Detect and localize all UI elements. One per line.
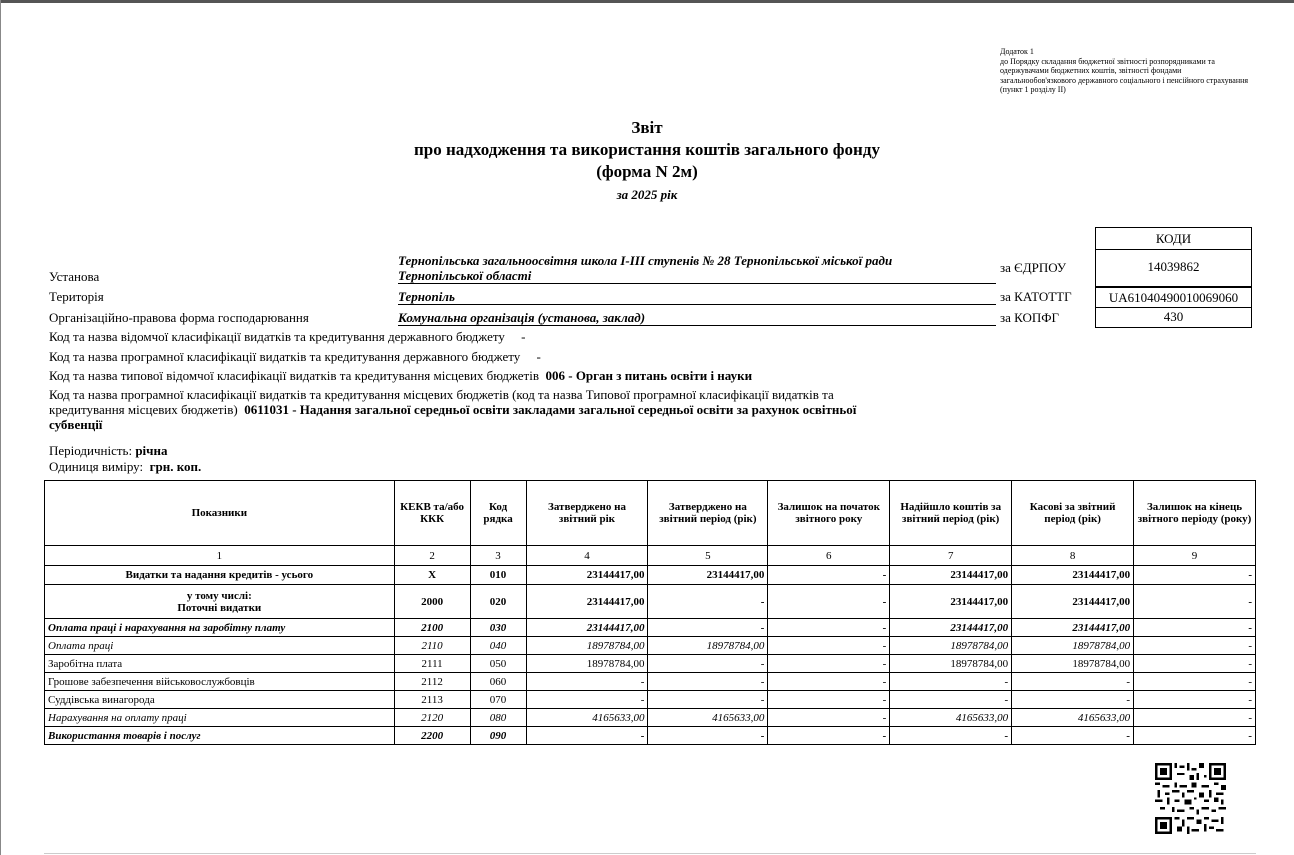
row-c7: 23144417,00 bbox=[890, 566, 1012, 585]
row-c4: 4165633,00 bbox=[526, 709, 648, 727]
report-title: Звіт bbox=[631, 118, 663, 137]
row-c5: - bbox=[648, 585, 768, 619]
classif-line-3 bbox=[49, 368, 752, 384]
institution-label: Установа bbox=[49, 269, 100, 284]
table-row bbox=[45, 673, 1256, 691]
row-c6: - bbox=[768, 709, 890, 727]
institution-value-line-1: Тернопільська загальноосвітня школа І-ІІІ ступенів № 28 Тернопільської міської ради bbox=[398, 253, 893, 268]
row-code: 010 bbox=[470, 566, 526, 585]
row-name: Заробітна плата bbox=[45, 655, 395, 673]
row-c5: - bbox=[648, 655, 768, 673]
col-number: 7 bbox=[890, 546, 1012, 566]
classif-line-1 bbox=[49, 329, 525, 345]
row-c4: 18978784,00 bbox=[526, 637, 648, 655]
row-c7: 23144417,00 bbox=[890, 585, 1012, 619]
appendix-line-3: (пункт 1 розділу ІІ) bbox=[1000, 85, 1066, 94]
row-c4: 18978784,00 bbox=[526, 655, 648, 673]
row-c9: - bbox=[1134, 637, 1256, 655]
header-row-code: Код рядка bbox=[470, 481, 526, 546]
column-numbers-row bbox=[45, 546, 1256, 566]
header-approved-period: Затверджено на звітний період (рік) bbox=[648, 481, 768, 546]
row-c9: - bbox=[1134, 585, 1256, 619]
row-kekv: 2110 bbox=[394, 637, 470, 655]
row-c6: - bbox=[768, 691, 890, 709]
row-c9: - bbox=[1134, 691, 1256, 709]
row-c9: - bbox=[1134, 655, 1256, 673]
header-approved-year: Затверджено на звітний рік bbox=[526, 481, 648, 546]
row-c9: - bbox=[1134, 566, 1256, 585]
qr-code-icon bbox=[1155, 763, 1226, 834]
header-indicators: Показники bbox=[45, 481, 395, 546]
row-name bbox=[45, 585, 395, 619]
edrpou-code: 14039862 bbox=[1095, 249, 1252, 287]
row-c8: 23144417,00 bbox=[1012, 619, 1134, 637]
row-kekv: 2113 bbox=[394, 691, 470, 709]
table-row bbox=[45, 619, 1256, 637]
row-c8: 18978784,00 bbox=[1012, 655, 1134, 673]
col-number: 2 bbox=[394, 546, 470, 566]
row-c7: 18978784,00 bbox=[890, 655, 1012, 673]
table-row bbox=[45, 655, 1256, 673]
edrpou-label: за ЄДРПОУ bbox=[1000, 260, 1067, 275]
periodicity-value: річна bbox=[135, 443, 168, 458]
row-c7: - bbox=[890, 673, 1012, 691]
appendix-note bbox=[1000, 47, 1250, 95]
row-c7: 4165633,00 bbox=[890, 709, 1012, 727]
row-c4: - bbox=[526, 691, 648, 709]
row-c7: - bbox=[890, 727, 1012, 745]
row-kekv: 2112 bbox=[394, 673, 470, 691]
row-c5: - bbox=[648, 691, 768, 709]
unit-label: Одиниця виміру: bbox=[49, 459, 144, 474]
row-code: 070 bbox=[470, 691, 526, 709]
report-period: за 2025 рік bbox=[616, 187, 678, 202]
row-name: Оплата праці bbox=[45, 637, 395, 655]
classif-line-2 bbox=[49, 349, 541, 365]
row-c8: 23144417,00 bbox=[1012, 585, 1134, 619]
row-name: Використання товарів і послуг bbox=[45, 727, 395, 745]
row-c4: 23144417,00 bbox=[526, 566, 648, 585]
row-code: 040 bbox=[470, 637, 526, 655]
classif-line-4 bbox=[49, 387, 949, 432]
row-c9: - bbox=[1134, 727, 1256, 745]
col-number: 8 bbox=[1012, 546, 1134, 566]
periodicity bbox=[49, 443, 168, 459]
row-c4: - bbox=[526, 673, 648, 691]
org-form-value: Комунальна організація (установа, заклад) bbox=[398, 310, 996, 326]
row-c5: - bbox=[648, 619, 768, 637]
report-subtitle: про надходження та використання коштів загального фонду bbox=[414, 140, 880, 159]
row-name-line-2: Поточні видатки bbox=[177, 601, 262, 614]
row-c5: - bbox=[648, 727, 768, 745]
top-border bbox=[0, 0, 1294, 3]
table-row bbox=[45, 566, 1256, 585]
report-form-number: (форма N 2м) bbox=[596, 162, 698, 181]
row-kekv: 2100 bbox=[394, 619, 470, 637]
codes-header: КОДИ bbox=[1095, 227, 1252, 250]
row-c6: - bbox=[768, 619, 890, 637]
col-number: 4 bbox=[526, 546, 648, 566]
row-c6: - bbox=[768, 727, 890, 745]
row-c9: - bbox=[1134, 673, 1256, 691]
col-number: 5 bbox=[648, 546, 768, 566]
table-row bbox=[45, 709, 1256, 727]
classif-line-3-text: Код та назва типової відомчої класифікації видатків та кредитування місцевих бюджетів bbox=[49, 368, 539, 383]
row-c7: - bbox=[890, 691, 1012, 709]
row-c6: - bbox=[768, 585, 890, 619]
unit-value: грн. коп. bbox=[149, 459, 202, 474]
row-c6: - bbox=[768, 655, 890, 673]
institution-value bbox=[398, 253, 996, 284]
appendix-line-2: до Порядку складання бюджетної звітності розпорядниками та одержувачами бюджетних коштів, звітності фондами загальнообов'язкового державного соціального і пенсійного страхування bbox=[1000, 56, 1249, 85]
row-name: Оплата праці і нарахування на заробітну плату bbox=[45, 619, 395, 637]
classif-line-4-value-2: субвенції bbox=[49, 417, 103, 432]
col-number: 1 bbox=[45, 546, 395, 566]
row-c6: - bbox=[768, 637, 890, 655]
katottg-label: за КАТОТТГ bbox=[1000, 289, 1072, 304]
row-c8: 23144417,00 bbox=[1012, 566, 1134, 585]
org-form-label: Організаційно-правова форма господарювання bbox=[49, 310, 309, 325]
row-c5: 4165633,00 bbox=[648, 709, 768, 727]
row-c9: - bbox=[1134, 709, 1256, 727]
row-kekv: 2000 bbox=[394, 585, 470, 619]
row-code: 030 bbox=[470, 619, 526, 637]
row-name-line-1: у тому числі: bbox=[186, 589, 252, 602]
report-table bbox=[44, 480, 1256, 745]
row-code: 020 bbox=[470, 585, 526, 619]
row-code: 090 bbox=[470, 727, 526, 745]
row-c5: 18978784,00 bbox=[648, 637, 768, 655]
table-row bbox=[45, 691, 1256, 709]
classif-line-4-value-1: 0611031 - Надання загальної середньої освіти закладами загальної середньої освіти за рахунок освітньої bbox=[244, 402, 857, 417]
row-c4: - bbox=[526, 727, 648, 745]
kopfg-label: за КОПФГ bbox=[1000, 310, 1060, 325]
row-name: Видатки та надання кредитів - усього bbox=[45, 566, 395, 585]
row-name: Нарахування на оплату праці bbox=[45, 709, 395, 727]
row-c6: - bbox=[768, 566, 890, 585]
header-cash: Касові за звітний період (рік) bbox=[1012, 481, 1134, 546]
row-c8: 4165633,00 bbox=[1012, 709, 1134, 727]
col-number: 3 bbox=[470, 546, 526, 566]
periodicity-label: Періодичність: bbox=[49, 443, 133, 458]
katottg-code: UA61040490010069060 bbox=[1095, 287, 1252, 308]
appendix-line-1: Додаток 1 bbox=[1000, 47, 1034, 56]
table-row bbox=[45, 637, 1256, 655]
bottom-divider bbox=[44, 853, 1256, 854]
row-c7: 18978784,00 bbox=[890, 637, 1012, 655]
kopfg-code: 430 bbox=[1095, 308, 1252, 328]
territory-label: Територія bbox=[49, 289, 104, 304]
row-c8: - bbox=[1012, 691, 1134, 709]
classif-line-1-value: - bbox=[521, 329, 526, 344]
classif-line-1-text: Код та назва відомчої класифікації видатків та кредитування державного бюджету bbox=[49, 329, 505, 344]
row-c8: - bbox=[1012, 727, 1134, 745]
classif-line-2-value: - bbox=[536, 349, 541, 364]
header-balance-end: Залишок на кінець звітного періоду (року) bbox=[1134, 481, 1256, 546]
row-c8: - bbox=[1012, 673, 1134, 691]
row-kekv: 2120 bbox=[394, 709, 470, 727]
row-c8: 18978784,00 bbox=[1012, 637, 1134, 655]
institution-value-line-2: Тернопільської області bbox=[398, 268, 532, 283]
row-c5: 23144417,00 bbox=[648, 566, 768, 585]
table-header-row bbox=[45, 481, 1256, 546]
classif-line-4-text-1: Код та назва програмної класифікації видатків та кредитування місцевих бюджетів (код та назва Типової програмної класифікації видатків та bbox=[49, 387, 834, 402]
header-received: Надійшло коштів за звітний період (рік) bbox=[890, 481, 1012, 546]
classif-line-3-value: 006 - Орган з питань освіти і науки bbox=[545, 368, 753, 383]
row-c4: 23144417,00 bbox=[526, 585, 648, 619]
table-row bbox=[45, 585, 1256, 619]
row-code: 050 bbox=[470, 655, 526, 673]
row-kekv: 2111 bbox=[394, 655, 470, 673]
row-c4: 23144417,00 bbox=[526, 619, 648, 637]
classif-line-4-text-2: кредитування місцевих бюджетів) bbox=[49, 402, 238, 417]
col-number: 9 bbox=[1134, 546, 1256, 566]
table-row bbox=[45, 727, 1256, 745]
row-code: 060 bbox=[470, 673, 526, 691]
row-kekv: X bbox=[394, 566, 470, 585]
classif-line-2-text: Код та назва програмної класифікації видатків та кредитування державного бюджету bbox=[49, 349, 521, 364]
unit bbox=[49, 459, 201, 475]
row-name: Грошове забезпечення військовослужбовців bbox=[45, 673, 395, 691]
row-name: Суддівська винагорода bbox=[45, 691, 395, 709]
header-balance-start: Залишок на початок звітного року bbox=[768, 481, 890, 546]
row-code: 080 bbox=[470, 709, 526, 727]
col-number: 6 bbox=[768, 546, 890, 566]
classif-line-4-row-2 bbox=[49, 402, 949, 417]
row-c6: - bbox=[768, 673, 890, 691]
row-kekv: 2200 bbox=[394, 727, 470, 745]
territory-value: Тернопіль bbox=[398, 289, 996, 305]
row-c7: 23144417,00 bbox=[890, 619, 1012, 637]
header-kekv: КЕКВ та/або ККК bbox=[394, 481, 470, 546]
row-c5: - bbox=[648, 673, 768, 691]
row-c9: - bbox=[1134, 619, 1256, 637]
